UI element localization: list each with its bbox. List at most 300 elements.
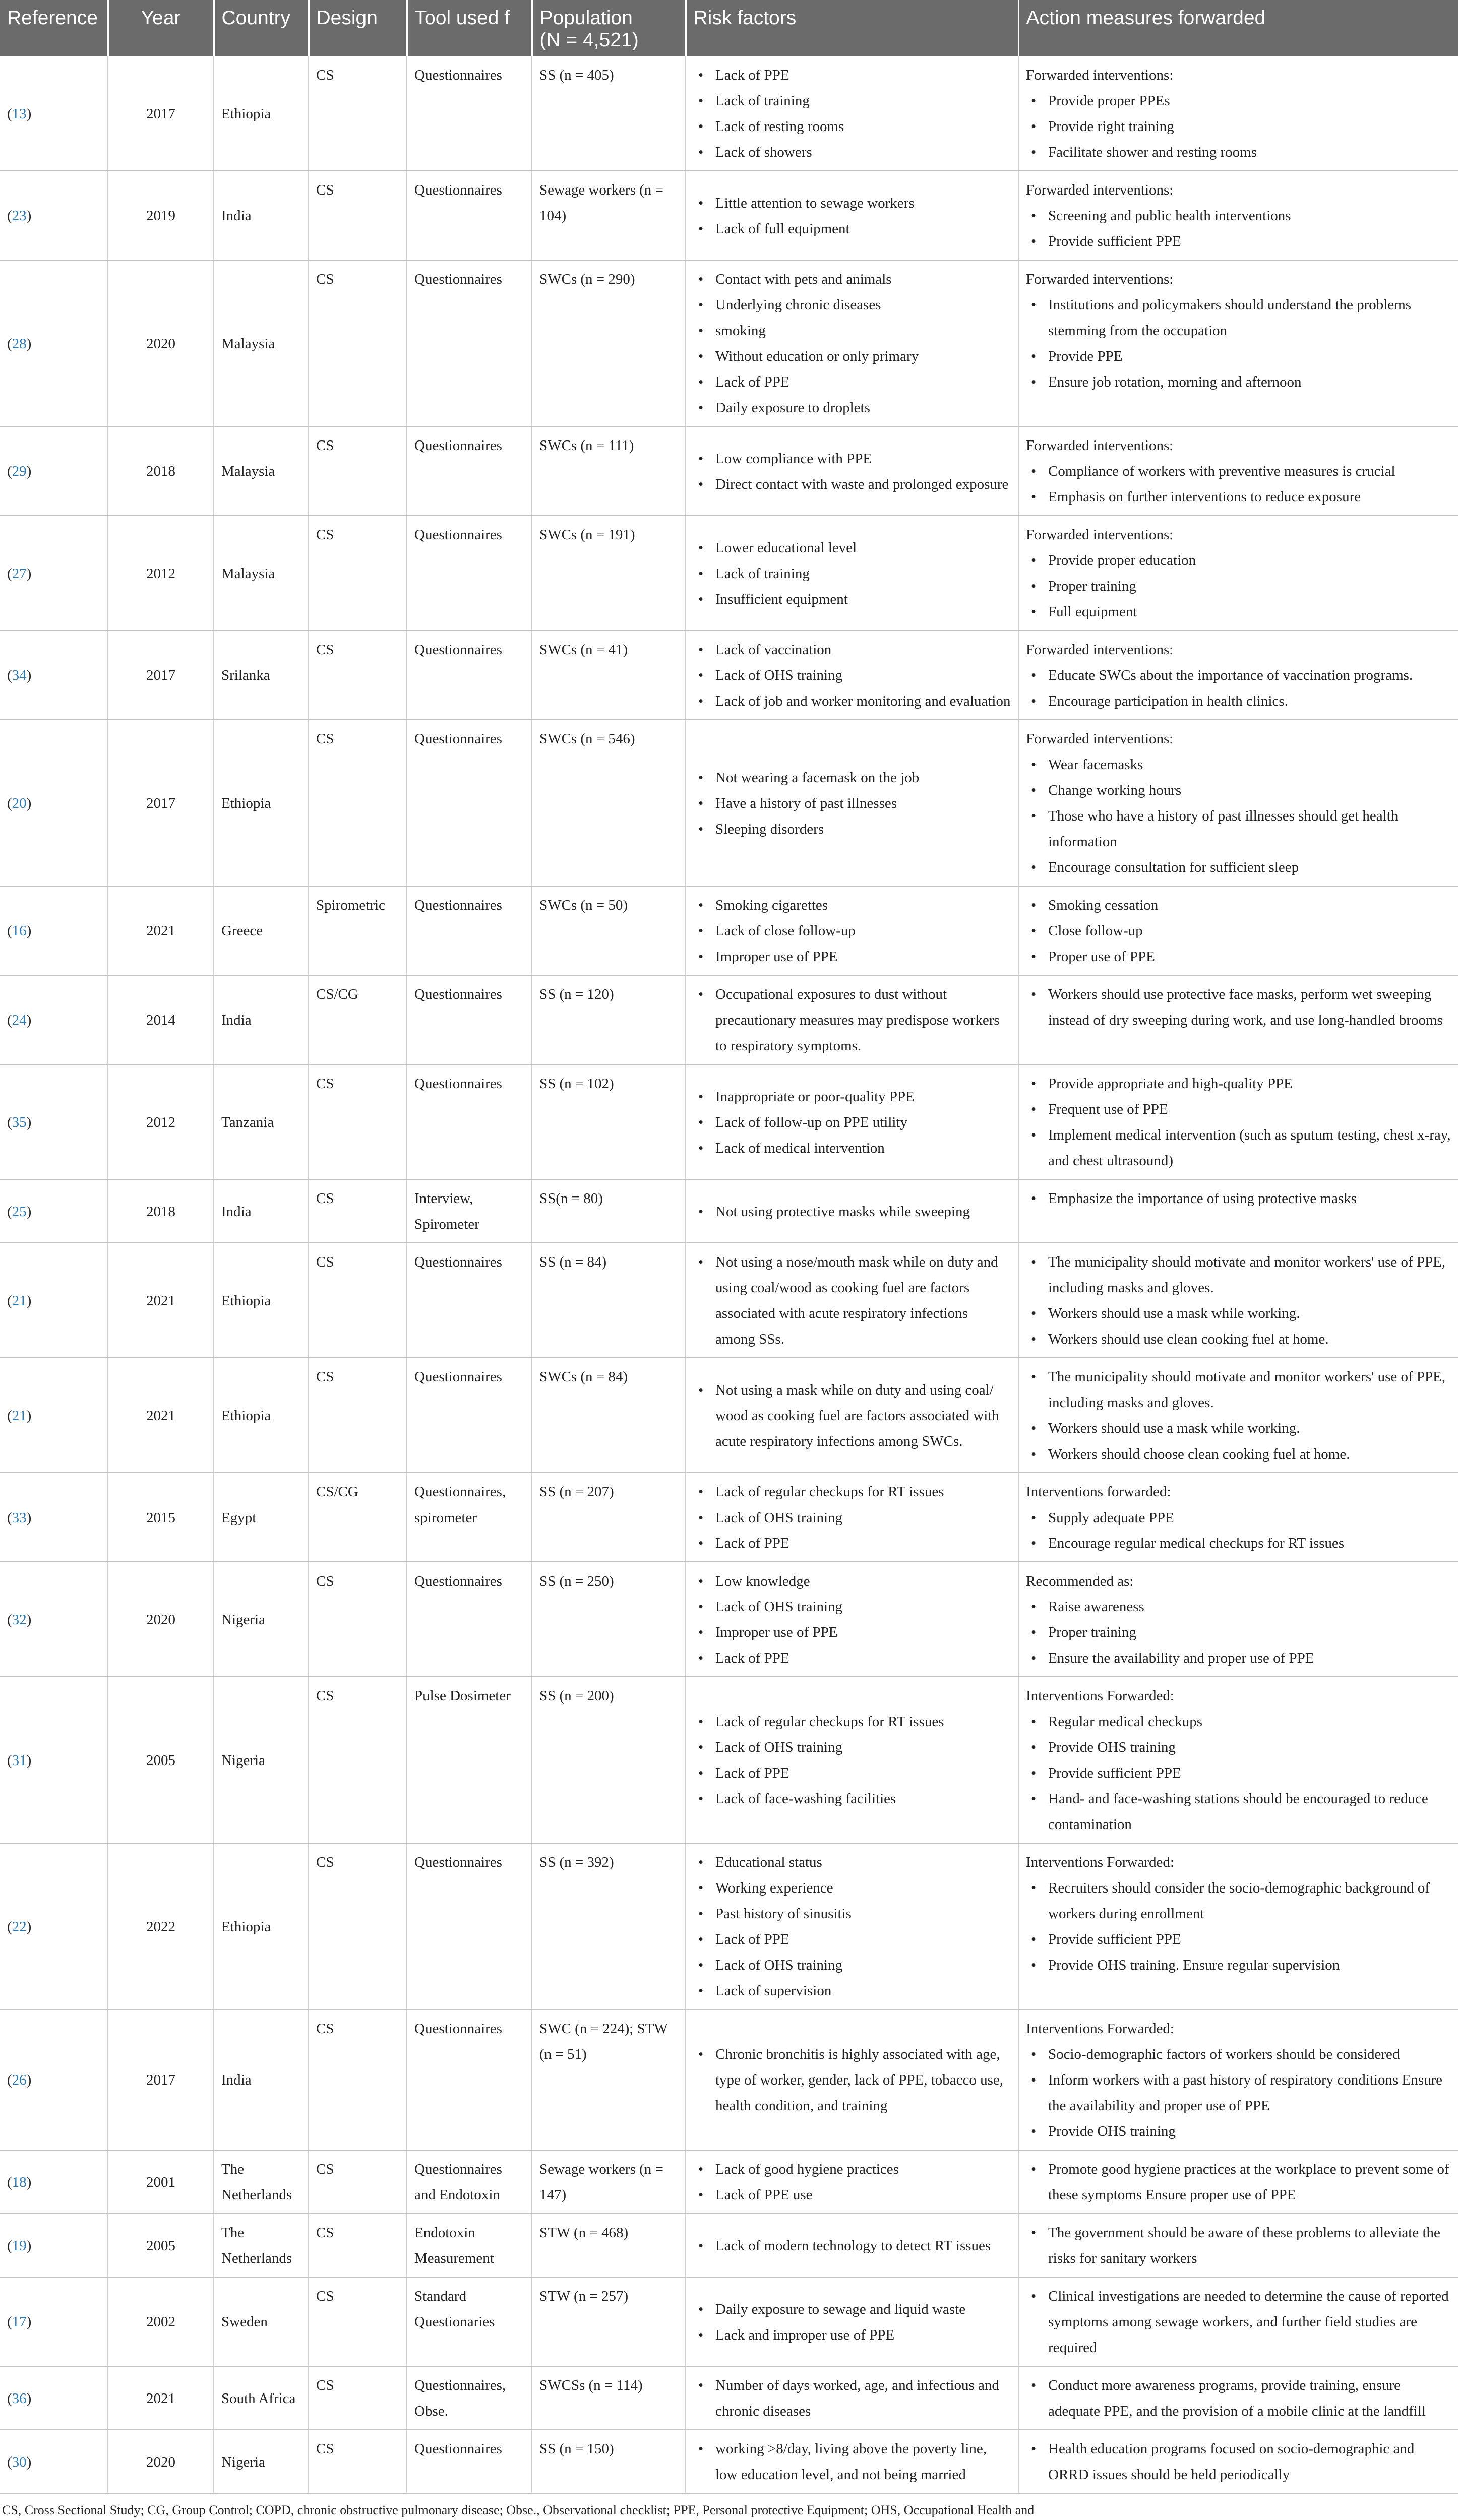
table-row <box>0 2214 1458 2277</box>
population-cell <box>532 1843 686 2009</box>
risk-factors-cell <box>686 171 1018 260</box>
action-measure-item: • Provide proper PPEs <box>1026 88 1451 114</box>
action-measure-item: • The government should be aware of these problems to alleviate the risks for sanitary workers <box>1026 2220 1451 2272</box>
design-cell <box>309 631 407 720</box>
action-measures-cell <box>1018 171 1458 260</box>
design-value: CS <box>316 527 334 543</box>
action-measure-item: • Hand- and face-washing stations should be encouraged to reduce contamination <box>1026 1786 1451 1838</box>
year-value: 2001 <box>146 2174 175 2190</box>
tool-value: Questionnaires and Endotoxin <box>414 2161 502 2203</box>
population-value: SS (n = 392) <box>539 1854 614 1870</box>
risk-factor-item: • working >8/day, living above the poverty line, low education level, and not being married <box>693 2436 1011 2488</box>
risk-factors-list <box>693 2233 1011 2259</box>
action-measure-item: • Clinical investigations are needed to determine the cause of reported symptoms among sewage workers, and further field studies are required <box>1026 2284 1451 2361</box>
risk-factors-cell <box>686 1843 1018 2009</box>
reference-cell: (31) <box>0 1677 108 1843</box>
population-value: SS (n = 405) <box>539 67 614 83</box>
header-row <box>0 0 1458 56</box>
design-value: CS <box>316 2377 334 2393</box>
country-cell <box>214 2009 309 2150</box>
tool-cell <box>407 886 532 975</box>
country-cell <box>214 975 309 1064</box>
risk-factors-list <box>693 1568 1011 1671</box>
reference-cell: (19) <box>0 2214 108 2277</box>
design-value: CS <box>316 182 334 198</box>
design-cell <box>309 2214 407 2277</box>
country-cell <box>214 2150 309 2214</box>
risk-factors-cell <box>686 2366 1018 2430</box>
action-measures-cell <box>1018 1064 1458 1179</box>
action-measures-cell <box>1018 1843 1458 2009</box>
reference-cell: (35) <box>0 1064 108 1179</box>
risk-factor-item: • Sleeping disorders <box>693 816 1011 842</box>
action-measures-list <box>1026 752 1451 880</box>
tool-cell <box>407 1243 532 1358</box>
action-measure-item: • Provide sufficient PPE <box>1026 229 1451 255</box>
country-value: Sweden <box>221 2314 268 2330</box>
population-value: SWCs (n = 84) <box>539 1369 628 1385</box>
risk-factor-item: • Lack of training <box>693 561 1011 587</box>
reference-link: 27 <box>12 565 27 582</box>
tool-value: Questionnaires <box>414 731 502 747</box>
col-header-year: Year <box>108 0 214 56</box>
tool-cell <box>407 2430 532 2493</box>
risk-factor-item: • smoking <box>693 318 1011 344</box>
risk-factor-item: • Lack of OHS training <box>693 1735 1011 1760</box>
action-measures-list <box>1026 459 1451 510</box>
action-measures-cell <box>1018 2277 1458 2366</box>
tool-cell <box>407 1473 532 1562</box>
country-value: Nigeria <box>221 1611 265 1628</box>
risk-factor-item: • Direct contact with waste and prolonged exposure <box>693 472 1011 497</box>
risk-factor-item: • Lack of OHS training <box>693 1594 1011 1620</box>
table-row <box>0 1473 1458 1562</box>
risk-factors-cell <box>686 720 1018 886</box>
risk-factor-item: • Lack and improper use of PPE <box>693 2322 1011 2348</box>
year-value: 2005 <box>146 2237 175 2254</box>
action-measure-item: • Frequent use of PPE <box>1026 1097 1451 1122</box>
country-cell <box>214 516 309 631</box>
risk-factor-item: • Lack of medical intervention <box>693 1136 1011 1161</box>
risk-factor-item: • Lack of PPE <box>693 1927 1011 1952</box>
year-cell <box>108 720 214 886</box>
design-cell <box>309 2277 407 2366</box>
tool-value: Questionnaires <box>414 67 502 83</box>
action-heading: Interventions Forwarded: <box>1026 1854 1174 1870</box>
table-row <box>0 1843 1458 2009</box>
table-row <box>0 1179 1458 1243</box>
population-value: SS (n = 150) <box>539 2441 614 2457</box>
reference-cell: (23) <box>0 171 108 260</box>
action-heading: Forwarded interventions: <box>1026 67 1174 83</box>
action-measures-list <box>1026 2373 1451 2424</box>
risk-factors-cell <box>686 260 1018 426</box>
tool-value: Questionnaires <box>414 642 502 658</box>
risk-factor-item: • Educational status <box>693 1850 1011 1875</box>
design-value: CS <box>316 1688 334 1704</box>
col-header-reference: Reference <box>0 0 108 56</box>
action-measures-list <box>1026 292 1451 395</box>
population-value: SWCs (n = 41) <box>539 642 628 658</box>
year-cell <box>108 2277 214 2366</box>
population-value: SS (n = 84) <box>539 1254 607 1270</box>
country-cell <box>214 260 309 426</box>
action-measures-list <box>1026 982 1451 1033</box>
risk-factor-item: • Lack of good hygiene practices <box>693 2157 1011 2182</box>
risk-factor-item: • Past history of sinusitis <box>693 1901 1011 1927</box>
table-footnote: CS, Cross Sectional Study; CG, Group Control; COPD, chronic obstructive pulmonary disease; Obse., Observational checklist; PPE, Personal protective Equipment; OHS, Occupational Health and <box>2 2503 1035 2517</box>
action-measure-item: • Provide appropriate and high-quality PPE <box>1026 1071 1451 1097</box>
risk-factor-item: • Not using protective masks while sweeping <box>693 1199 1011 1225</box>
risk-factor-item: • Contact with pets and animals <box>693 267 1011 292</box>
col-header-risk-factors: Risk factors <box>686 0 1018 56</box>
reference-cell: (16) <box>0 886 108 975</box>
tool-value: Questionnaires <box>414 897 502 913</box>
reference-cell: (26) <box>0 2009 108 2150</box>
risk-factor-item: • Not wearing a facemask on the job <box>693 765 1011 791</box>
risk-factors-cell <box>686 2214 1018 2277</box>
action-heading: Forwarded interventions: <box>1026 527 1174 543</box>
risk-factors-list <box>693 446 1011 497</box>
risk-factors-list <box>693 1249 1011 1352</box>
country-value: Malaysia <box>221 335 275 352</box>
action-measure-item: • Screening and public health interventions <box>1026 203 1451 229</box>
risk-factors-list <box>693 1377 1011 1455</box>
design-value: CS <box>316 271 334 287</box>
table-row <box>0 1358 1458 1473</box>
reference-cell: (32) <box>0 1562 108 1677</box>
tool-cell <box>407 631 532 720</box>
country-cell <box>214 2366 309 2430</box>
risk-factors-list <box>693 2436 1011 2488</box>
action-measure-item: • Provide sufficient PPE <box>1026 1760 1451 1786</box>
year-value: 2017 <box>146 105 175 122</box>
population-value: Sewage workers (n = 104) <box>539 182 663 224</box>
table-row <box>0 631 1458 720</box>
population-cell <box>532 516 686 631</box>
risk-factor-item: • Lack of regular checkups for RT issues <box>693 1709 1011 1735</box>
action-measure-item: • Encourage consultation for sufficient sleep <box>1026 855 1451 880</box>
year-cell <box>108 1843 214 2009</box>
population-value: SWCs (n = 111) <box>539 437 634 454</box>
year-value: 2020 <box>146 1611 175 1628</box>
year-cell <box>108 56 214 171</box>
risk-factor-item: • Lack of regular checkups for RT issues <box>693 1479 1011 1505</box>
table-row <box>0 171 1458 260</box>
risk-factor-item: • Lack of face-washing facilities <box>693 1786 1011 1812</box>
tool-cell <box>407 1358 532 1473</box>
tool-value: Questionnaires <box>414 437 502 454</box>
population-value: SWCs (n = 290) <box>539 271 635 287</box>
risk-factors-cell <box>686 2277 1018 2366</box>
action-measure-item: • Close follow-up <box>1026 918 1451 944</box>
year-value: 2022 <box>146 1918 175 1935</box>
design-value: CS <box>316 2288 334 2304</box>
tool-value: Questionnaires <box>414 986 502 1002</box>
design-value: CS/CG <box>316 1484 358 1500</box>
action-measure-item: • Health education programs focused on socio-demographic and ORRD issues should be held periodically <box>1026 2436 1451 2488</box>
population-cell <box>532 720 686 886</box>
risk-factors-list <box>693 2297 1011 2348</box>
risk-factor-item: • Improper use of PPE <box>693 944 1011 970</box>
design-cell <box>309 1243 407 1358</box>
reference-cell: (27) <box>0 516 108 631</box>
table-row <box>0 1243 1458 1358</box>
risk-factors-list <box>693 2373 1011 2424</box>
country-value: India <box>221 208 252 224</box>
country-value: Ethiopia <box>221 105 271 122</box>
reference-link: 34 <box>12 667 27 683</box>
tool-cell <box>407 1179 532 1243</box>
action-heading: Interventions forwarded: <box>1026 1484 1171 1500</box>
risk-factor-item: • Inappropriate or poor-quality PPE <box>693 1084 1011 1110</box>
tool-cell <box>407 260 532 426</box>
table-row <box>0 2430 1458 2493</box>
population-cell <box>532 260 686 426</box>
risk-factor-item: • Insufficient equipment <box>693 587 1011 612</box>
design-cell <box>309 516 407 631</box>
action-measures-cell <box>1018 2366 1458 2430</box>
design-cell <box>309 56 407 171</box>
risk-factor-item: • Underlying chronic diseases <box>693 292 1011 318</box>
year-cell <box>108 631 214 720</box>
design-cell <box>309 2366 407 2430</box>
year-cell <box>108 1064 214 1179</box>
reference-cell: (22) <box>0 1843 108 2009</box>
year-cell <box>108 1243 214 1358</box>
population-value: SS (n = 120) <box>539 986 614 1002</box>
action-measures-list <box>1026 2436 1451 2488</box>
population-cell <box>532 1243 686 1358</box>
table-row <box>0 720 1458 886</box>
population-value: STW (n = 257) <box>539 2288 629 2304</box>
action-measure-item: • Full equipment <box>1026 599 1451 625</box>
design-value: CS <box>316 1076 334 1092</box>
reference-link: 24 <box>12 1012 27 1028</box>
action-measure-item: • Workers should use a mask while working. <box>1026 1301 1451 1327</box>
action-heading: Forwarded interventions: <box>1026 642 1174 658</box>
year-cell <box>108 1677 214 1843</box>
risk-factors-list <box>693 1084 1011 1161</box>
action-measures-list <box>1026 1709 1451 1838</box>
table-row <box>0 56 1458 171</box>
action-measure-item: • Supply adequate PPE <box>1026 1505 1451 1531</box>
design-cell <box>309 260 407 426</box>
risk-factors-list <box>693 765 1011 842</box>
action-measure-item: • Smoking cessation <box>1026 893 1451 918</box>
table-row <box>0 975 1458 1064</box>
population-cell <box>532 1677 686 1843</box>
design-cell <box>309 2009 407 2150</box>
risk-factors-cell <box>686 975 1018 1064</box>
risk-factors-list <box>693 535 1011 612</box>
reference-link: 22 <box>12 1918 27 1935</box>
action-measures-cell <box>1018 1243 1458 1358</box>
design-value: CS <box>316 1573 334 1589</box>
country-cell <box>214 1358 309 1473</box>
reference-cell: (25) <box>0 1179 108 1243</box>
action-measure-item: • Educate SWCs about the importance of vaccination programs. <box>1026 663 1451 688</box>
reference-link: 28 <box>12 335 27 352</box>
tool-value: Questionnaires, Obse. <box>414 2377 506 2419</box>
year-cell <box>108 2150 214 2214</box>
action-measures-list <box>1026 663 1451 714</box>
action-measure-item: • Institutions and policymakers should understand the problems stemming from the occupation <box>1026 292 1451 344</box>
year-cell <box>108 1358 214 1473</box>
action-measures-cell <box>1018 56 1458 171</box>
reference-link: 29 <box>12 463 27 479</box>
action-measure-item: • Workers should choose clean cooking fuel at home. <box>1026 1441 1451 1467</box>
action-measure-item: • Wear facemasks <box>1026 752 1451 778</box>
risk-factors-list <box>693 62 1011 165</box>
population-cell <box>532 56 686 171</box>
country-cell <box>214 1562 309 1677</box>
action-measure-item: • Inform workers with a past history of respiratory conditions Ensure the availability and proper use of PPE <box>1026 2067 1451 2119</box>
country-value: Srilanka <box>221 667 270 683</box>
action-measures-list <box>1026 2284 1451 2361</box>
risk-factor-item: • Little attention to sewage workers <box>693 191 1011 216</box>
population-total: (N = 4,521) <box>539 29 639 51</box>
population-value: SWCs (n = 191) <box>539 527 635 543</box>
risk-factors-cell <box>686 631 1018 720</box>
country-value: The Netherlands <box>221 2161 292 2203</box>
risk-factor-item: • Lack of training <box>693 88 1011 114</box>
risk-factors-cell <box>686 1358 1018 1473</box>
tool-cell <box>407 1562 532 1677</box>
risk-factor-item: • Improper use of PPE <box>693 1620 1011 1646</box>
country-value: Nigeria <box>221 2453 265 2470</box>
reference-cell: (36) <box>0 2366 108 2430</box>
tool-cell <box>407 516 532 631</box>
risk-factors-cell <box>686 516 1018 631</box>
year-value: 2020 <box>146 335 175 352</box>
population-cell <box>532 1562 686 1677</box>
tool-value: Questionnaires, spirometer <box>414 1484 506 1526</box>
reference-cell: (24) <box>0 975 108 1064</box>
action-measures-cell <box>1018 2150 1458 2214</box>
risk-factors-cell <box>686 1677 1018 1843</box>
year-value: 2015 <box>146 1509 175 1526</box>
country-value: India <box>221 1012 252 1028</box>
tool-value: Questionnaires <box>414 182 502 198</box>
action-measure-item: • Ensure job rotation, morning and afternoon <box>1026 369 1451 395</box>
year-value: 2018 <box>146 1203 175 1220</box>
action-measures-cell <box>1018 2214 1458 2277</box>
action-measures-list <box>1026 2220 1451 2272</box>
country-value: The Netherlands <box>221 2225 292 2266</box>
risk-factor-item: • Number of days worked, age, and infectious and chronic diseases <box>693 2373 1011 2424</box>
design-value: CS <box>316 437 334 454</box>
risk-factors-list <box>693 637 1011 714</box>
risk-factor-item: • Daily exposure to sewage and liquid waste <box>693 2297 1011 2322</box>
country-cell <box>214 1064 309 1179</box>
action-measure-item: • Workers should use clean cooking fuel at home. <box>1026 1327 1451 1352</box>
risk-factor-item: • Without education or only primary <box>693 344 1011 369</box>
reference-link: 25 <box>12 1203 27 1220</box>
population-value: Sewage workers (n = 147) <box>539 2161 663 2203</box>
design-value: CS <box>316 2021 334 2037</box>
tool-value: Questionnaires <box>414 1076 502 1092</box>
reference-cell: (34) <box>0 631 108 720</box>
year-cell <box>108 426 214 516</box>
reference-link: 26 <box>12 2072 27 2088</box>
risk-factor-item: • Lack of PPE <box>693 369 1011 395</box>
action-measures-cell <box>1018 886 1458 975</box>
year-cell <box>108 2214 214 2277</box>
reference-link: 30 <box>12 2453 27 2470</box>
design-cell <box>309 171 407 260</box>
risk-factor-item: • Lack of PPE <box>693 62 1011 88</box>
design-value: CS <box>316 1254 334 1270</box>
population-cell <box>532 2009 686 2150</box>
tool-cell <box>407 1843 532 2009</box>
country-cell <box>214 171 309 260</box>
population-cell <box>532 1179 686 1243</box>
action-measure-item: • Provide OHS training <box>1026 1735 1451 1760</box>
population-value: SWCs (n = 50) <box>539 897 628 913</box>
design-cell <box>309 2430 407 2493</box>
action-measure-item: • Raise awareness <box>1026 1594 1451 1620</box>
year-value: 2021 <box>146 923 175 939</box>
tool-cell <box>407 171 532 260</box>
tool-value: Questionnaires <box>414 2021 502 2037</box>
year-value: 2014 <box>146 1012 175 1028</box>
action-measure-item: • Proper use of PPE <box>1026 944 1451 970</box>
action-heading: Forwarded interventions: <box>1026 271 1174 287</box>
tool-value: Questionnaires <box>414 1573 502 1589</box>
tool-cell <box>407 2009 532 2150</box>
action-measures-list <box>1026 1364 1451 1467</box>
year-value: 2017 <box>146 667 175 683</box>
year-cell <box>108 975 214 1064</box>
country-cell <box>214 1179 309 1243</box>
reference-cell: (30) <box>0 2430 108 2493</box>
design-value: CS <box>316 67 334 83</box>
risk-factor-item: • Lack of modern technology to detect RT issues <box>693 2233 1011 2259</box>
risk-factor-item: • Lack of OHS training <box>693 663 1011 688</box>
tool-cell <box>407 2214 532 2277</box>
tool-cell <box>407 720 532 886</box>
reference-cell: (29) <box>0 426 108 516</box>
action-measure-item: • Proper training <box>1026 1620 1451 1646</box>
country-value: Ethiopia <box>221 795 271 811</box>
risk-factor-item: • Low knowledge <box>693 1568 1011 1594</box>
country-value: Ethiopia <box>221 1292 271 1309</box>
tool-cell <box>407 2366 532 2430</box>
year-value: 2019 <box>146 208 175 224</box>
action-measures-cell <box>1018 1677 1458 1843</box>
population-value: SWCSs (n = 114) <box>539 2377 643 2393</box>
table-row <box>0 516 1458 631</box>
tool-value: Questionnaires <box>414 2441 502 2457</box>
reference-link: 33 <box>12 1509 27 1526</box>
action-measure-item: • Implement medical intervention (such as sputum testing, chest x-ray, and chest ultrasound) <box>1026 1122 1451 1174</box>
population-cell <box>532 886 686 975</box>
design-cell <box>309 975 407 1064</box>
action-measures-list <box>1026 2157 1451 2208</box>
population-cell <box>532 2150 686 2214</box>
population-value: SS(n = 80) <box>539 1190 603 1207</box>
action-measures-list <box>1026 1186 1451 1212</box>
year-cell <box>108 1473 214 1562</box>
action-measures-cell <box>1018 516 1458 631</box>
action-measures-cell <box>1018 1562 1458 1677</box>
year-value: 2002 <box>146 2314 175 2330</box>
year-cell <box>108 260 214 426</box>
tool-value: Questionnaires <box>414 527 502 543</box>
reference-cell: (18) <box>0 2150 108 2214</box>
action-measure-item: • Encourage participation in health clinics. <box>1026 688 1451 714</box>
